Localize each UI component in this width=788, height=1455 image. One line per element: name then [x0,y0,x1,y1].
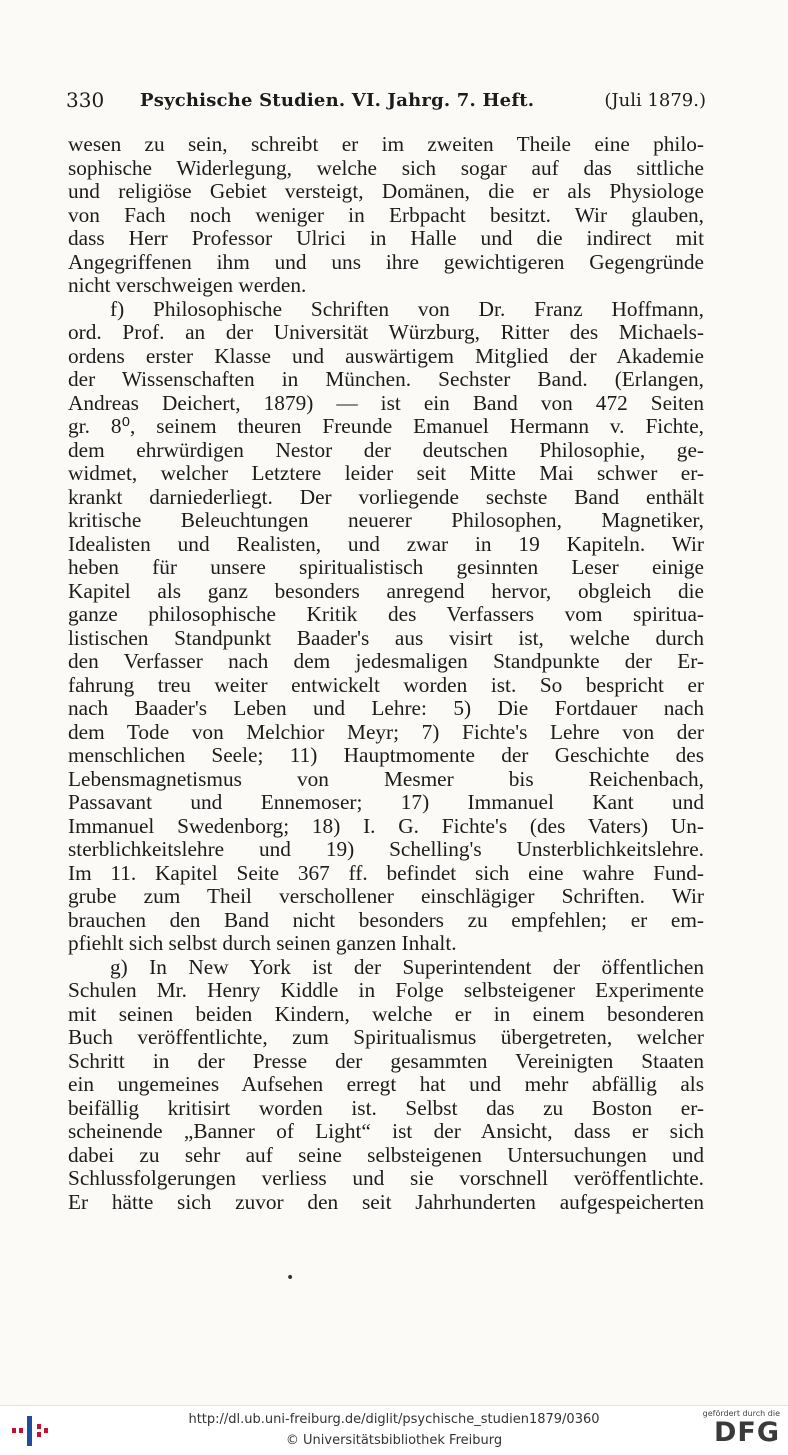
text-line: Lebensmagnetismus von Mesmer bis Reichenbach, [68,767,704,791]
dfg-logo [696,1409,780,1453]
text-line: ein ungemeines Aufsehen erregt hat und mehr abfällig als [68,1073,704,1096]
text-line: g) In New York ist der Superintendent der öffentlichen [110,955,704,979]
text-line: und religiöse Gebiet versteigt, Domänen, die er als Physiologe [68,180,704,203]
text-line: der Wissenschaften in München. Sechster Band. (Erlangen, [68,368,704,391]
text-line: krankt darniederliegt. Der vorliegende sechste Band enthält [68,485,704,509]
text-line: fahrung treu weiter entwickelt worden ist. So bespricht er [68,673,704,697]
text-line: mit seinen beiden Kindern, welche er in einem besonderen [68,1002,704,1026]
text-line: ord. Prof. an der Universität Würzburg, Ritter des Michaels- [68,321,704,344]
text-line: sophische Widerlegung, welche sich sogar auf das sittliche [68,156,704,180]
text-line: sterblichkeitslehre und 19) Schelling's Unsterblichkeitslehre. [68,838,704,861]
running-header [66,88,706,116]
page-number: 330 [66,88,105,112]
text-line: Schulen Mr. Henry Kiddle in Folge selbsteigener Experimente [68,979,704,1002]
dfg-funding-note: gefördert durch die [702,1409,780,1418]
body-text [68,133,704,1214]
issue-date: (Juli 1879.) [604,90,706,111]
text-line: ganze philosophische Kritik des Verfassers vom spiritua- [68,603,704,626]
text-line: dass Herr Professor Ulrici in Halle und die indirect mit [68,227,704,250]
text-line: beifällig kritisirt worden ist. Selbst das zu Boston er- [68,1096,704,1120]
text-line: dabei zu sehr auf seine selbsteigenen Untersuchungen und [68,1143,704,1167]
text-line: widmet, welcher Letztere leider seit Mitte Mai schwer er- [68,462,704,485]
text-line: f) Philosophische Schriften von Dr. Franz Hoffmann, [110,297,704,321]
text-line: Idealisten und Realisten, und zwar in 19 Kapiteln. Wir [68,532,704,556]
text-line: Andreas Deichert, 1879) — ist ein Band von 472 Seiten [68,391,704,415]
text-line: ordens erster Klasse und auswärtigem Mitglied der Akademie [68,344,704,368]
text-line: dem ehrwürdigen Nestor der deutschen Philosophie, ge- [68,438,704,462]
page-mark: • [286,1270,295,1286]
viewer-footer [0,1405,788,1455]
text-line: Buch veröffentlichte, zum Spiritualismus übergetreten, welcher [68,1026,704,1049]
text-line: grube zum Theil verschollener einschlägiger Schriften. Wir [68,885,704,908]
text-line: nach Baader's Leben und Lehre: 5) Die Fortdauer nach [68,697,704,720]
text-line: wesen zu sein, schreibt er im zweiten Theile eine philo- [68,133,704,156]
text-line: heben für unsere spiritualistisch gesinnten Leser einige [68,556,704,579]
running-title: Psychische Studien. VI. Jahrg. 7. Heft. [140,90,535,111]
text-line: Passavant und Ennemoser; 17) Immanuel Kant und [68,791,704,814]
text-line: kritische Beleuchtungen neuerer Philosophen, Magnetiker, [68,509,704,532]
text-line: Im 11. Kapitel Seite 367 ff. befindet sich eine wahre Fund- [68,861,704,885]
text-line: Immanuel Swedenborg; 18) I. G. Fichte's (des Vaters) Un- [68,814,704,838]
text-line: Angegriffenen ihm und uns ihre gewichtigeren Gegengründe [68,250,704,274]
text-line: Er hätte sich zuvor den seit Jahrhunderten aufgespeicherten [68,1190,704,1214]
text-line: scheinende „Banner of Light“ ist der Ansicht, dass er sich [68,1120,704,1143]
text-line: menschlichen Seele; 11) Hauptmomente der Geschichte des [68,744,704,767]
text-line: von Fach noch weniger in Erbpacht besitzt. Wir glauben, [68,203,704,227]
text-line: Schritt in der Presse der gesammten Vereinigten Staaten [68,1049,704,1073]
copyright-notice: © Universitätsbibliothek Freiburg [285,1433,503,1448]
dfg-wordmark: DFG [713,1417,780,1448]
text-line: Kapitel als ganz besonders anregend hervor, obgleich die [68,579,704,603]
text-line: dem Tode von Melchior Meyr; 7) Fichte's Lehre von der [68,720,704,744]
text-line: brauchen den Band nicht besonders zu empfehlen; er em- [68,908,704,932]
text-line: gr. 8⁰, seinem theuren Freunde Emanuel Hermann v. Fichte, [68,415,704,438]
text-line: den Verfasser nach dem jedesmaligen Standpunkte der Er- [68,650,704,673]
text-line: nicht verschweigen werden. [68,274,307,297]
text-line: Schlussfolgerungen verliess und sie vorschnell veröffentlichte. [68,1167,704,1190]
text-line: listischen Standpunkt Baader's aus visirt ist, welche durch [68,626,704,650]
document-url[interactable]: http://dl.ub.uni-freiburg.de/diglit/psychische_studien1879/0360 [188,1412,600,1427]
text-line: pfiehlt sich selbst durch seinen ganzen Inhalt. [68,932,457,955]
